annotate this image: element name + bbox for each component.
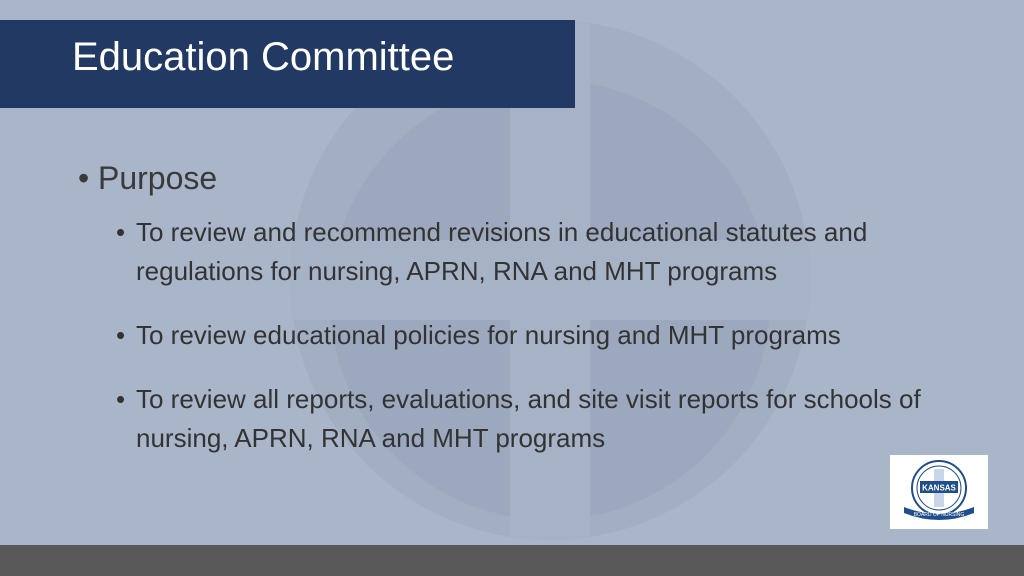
bullet-dot-icon: •: [116, 320, 126, 350]
bullet-text: To review all reports, evaluations, and site visit reports for schools of nursing, APRN, RNA and MHT programs: [136, 384, 921, 453]
list-item: [116, 380, 946, 458]
bullet-dot-icon: •: [116, 217, 126, 247]
logo-ribbon-text: BOARD OF NURSING: [913, 512, 965, 518]
slide-title: Education Committee: [72, 35, 455, 79]
bullet-dot-icon: •: [78, 160, 90, 196]
logo-main-text: KANSAS: [922, 483, 956, 493]
bullet-dot-icon: •: [116, 384, 126, 414]
logo-seal-icon: [890, 455, 988, 529]
bullet-text: To review and recommend revisions in educational statutes and regulations for nursing, APRN, RNA and MHT programs: [136, 217, 868, 286]
footer-bar: [0, 545, 1024, 576]
purpose-bullet: [78, 159, 217, 197]
list-item: [116, 316, 946, 355]
list-item: [116, 213, 946, 291]
purpose-heading: Purpose: [98, 160, 218, 196]
kansas-board-of-nursing-logo: [890, 455, 988, 529]
bullet-text: To review educational policies for nursing and MHT programs: [136, 320, 841, 350]
